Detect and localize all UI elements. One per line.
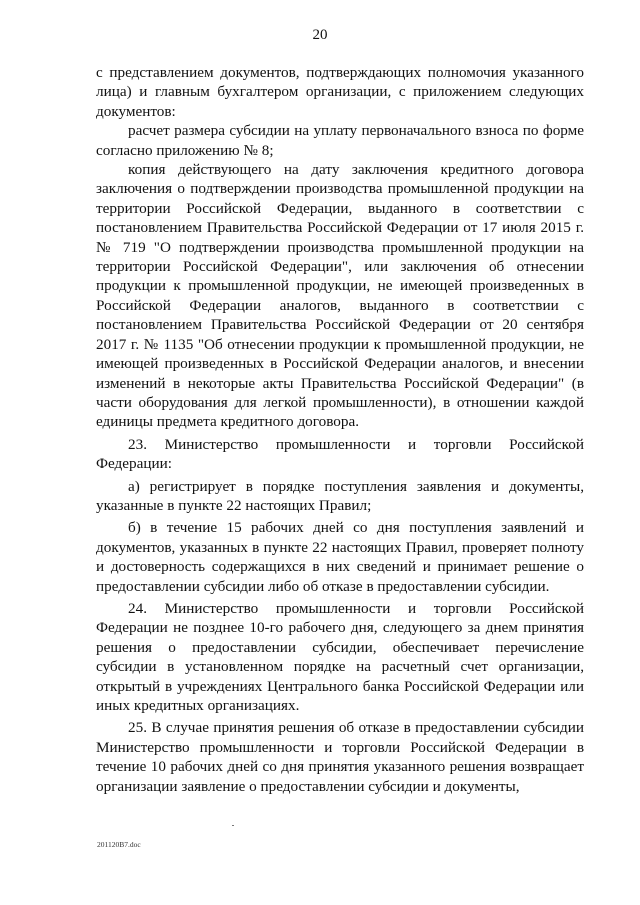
paragraph-item-24: 24. Министерство промышленности и торговли Российской Федерации не позднее 10-го рабочего дня, следующего за днем принятия решения о предоставлении субсидии, обеспечивает перечисление субсидии в установленном порядке на расчетный счет организации, открытый в учреждениях Центрального банка Российской Федерации или иных кредитных организациях.: [96, 599, 584, 714]
page-number: 20: [312, 27, 328, 43]
paragraph-item-23a: а) регистрирует в порядке поступления заявления и документы, указанные в пункте 22 настоящих Правил;: [96, 477, 584, 514]
paragraph-production-conclusion: копия действующего на дату заключения кредитного договора заключения о подтверждении производства промышленной продукции на территории Российской Федерации, выданного в соответствии с постановлением Правительства Российской Федерации от 17 июля 2015 г. № 719 "О подтверждении производства промышленной продукции на территории Российской Федерации", или заключения об отнесении продукции к промышленной продукции, не имеющей произведенных в Российской Федерации аналогов, выданного в соответствии с постановлением Правительства Российской Федерации от 20 сентября 2017 г. № 1135 "Об отнесении продукции к промышленной продукции, не имеющей произведенных в Российской Федерации аналогов, и внесении изменений в некоторые акты Правительства Российской Федерации" (в части оборудования для легкой промышленности), в отношении каждой единицы предмета кредитного договора.: [96, 161, 584, 431]
paragraph-continuation: с представлением документов, подтверждающих полномочия указанного лица) и главным бухгалтером организации, с приложением следующих документов:: [96, 64, 584, 120]
footer-file-code: 201120В7.doc: [97, 840, 141, 849]
footer-mark: [232, 825, 234, 826]
document-body: [96, 63, 584, 796]
paragraph-item-23: 23. Министерство промышленности и торговли Российской Федерации:: [96, 435, 584, 473]
paragraph-item-25: 25. В случае принятия решения об отказе в предоставлении субсидии Министерство промышленности и торговли Российской Федерации в течение 10 рабочих дней со дня принятия указанного решения возвращает организации заявление о предоставлении субсидии и документы,: [96, 719, 584, 795]
paragraph-item-23b: б) в течение 15 рабочих дней со дня поступления заявлений и документов, указанных в пункте 22 настоящих Правил, проверяет полноту и достоверность содержащихся в них сведений и принимает решение о предоставлении субсидии либо об отказе в предоставлении субсидии.: [96, 519, 584, 595]
paragraph-subsidy-calculation: расчет размера субсидии на уплату первоначального взноса по форме согласно приложению № 8;: [96, 122, 584, 159]
